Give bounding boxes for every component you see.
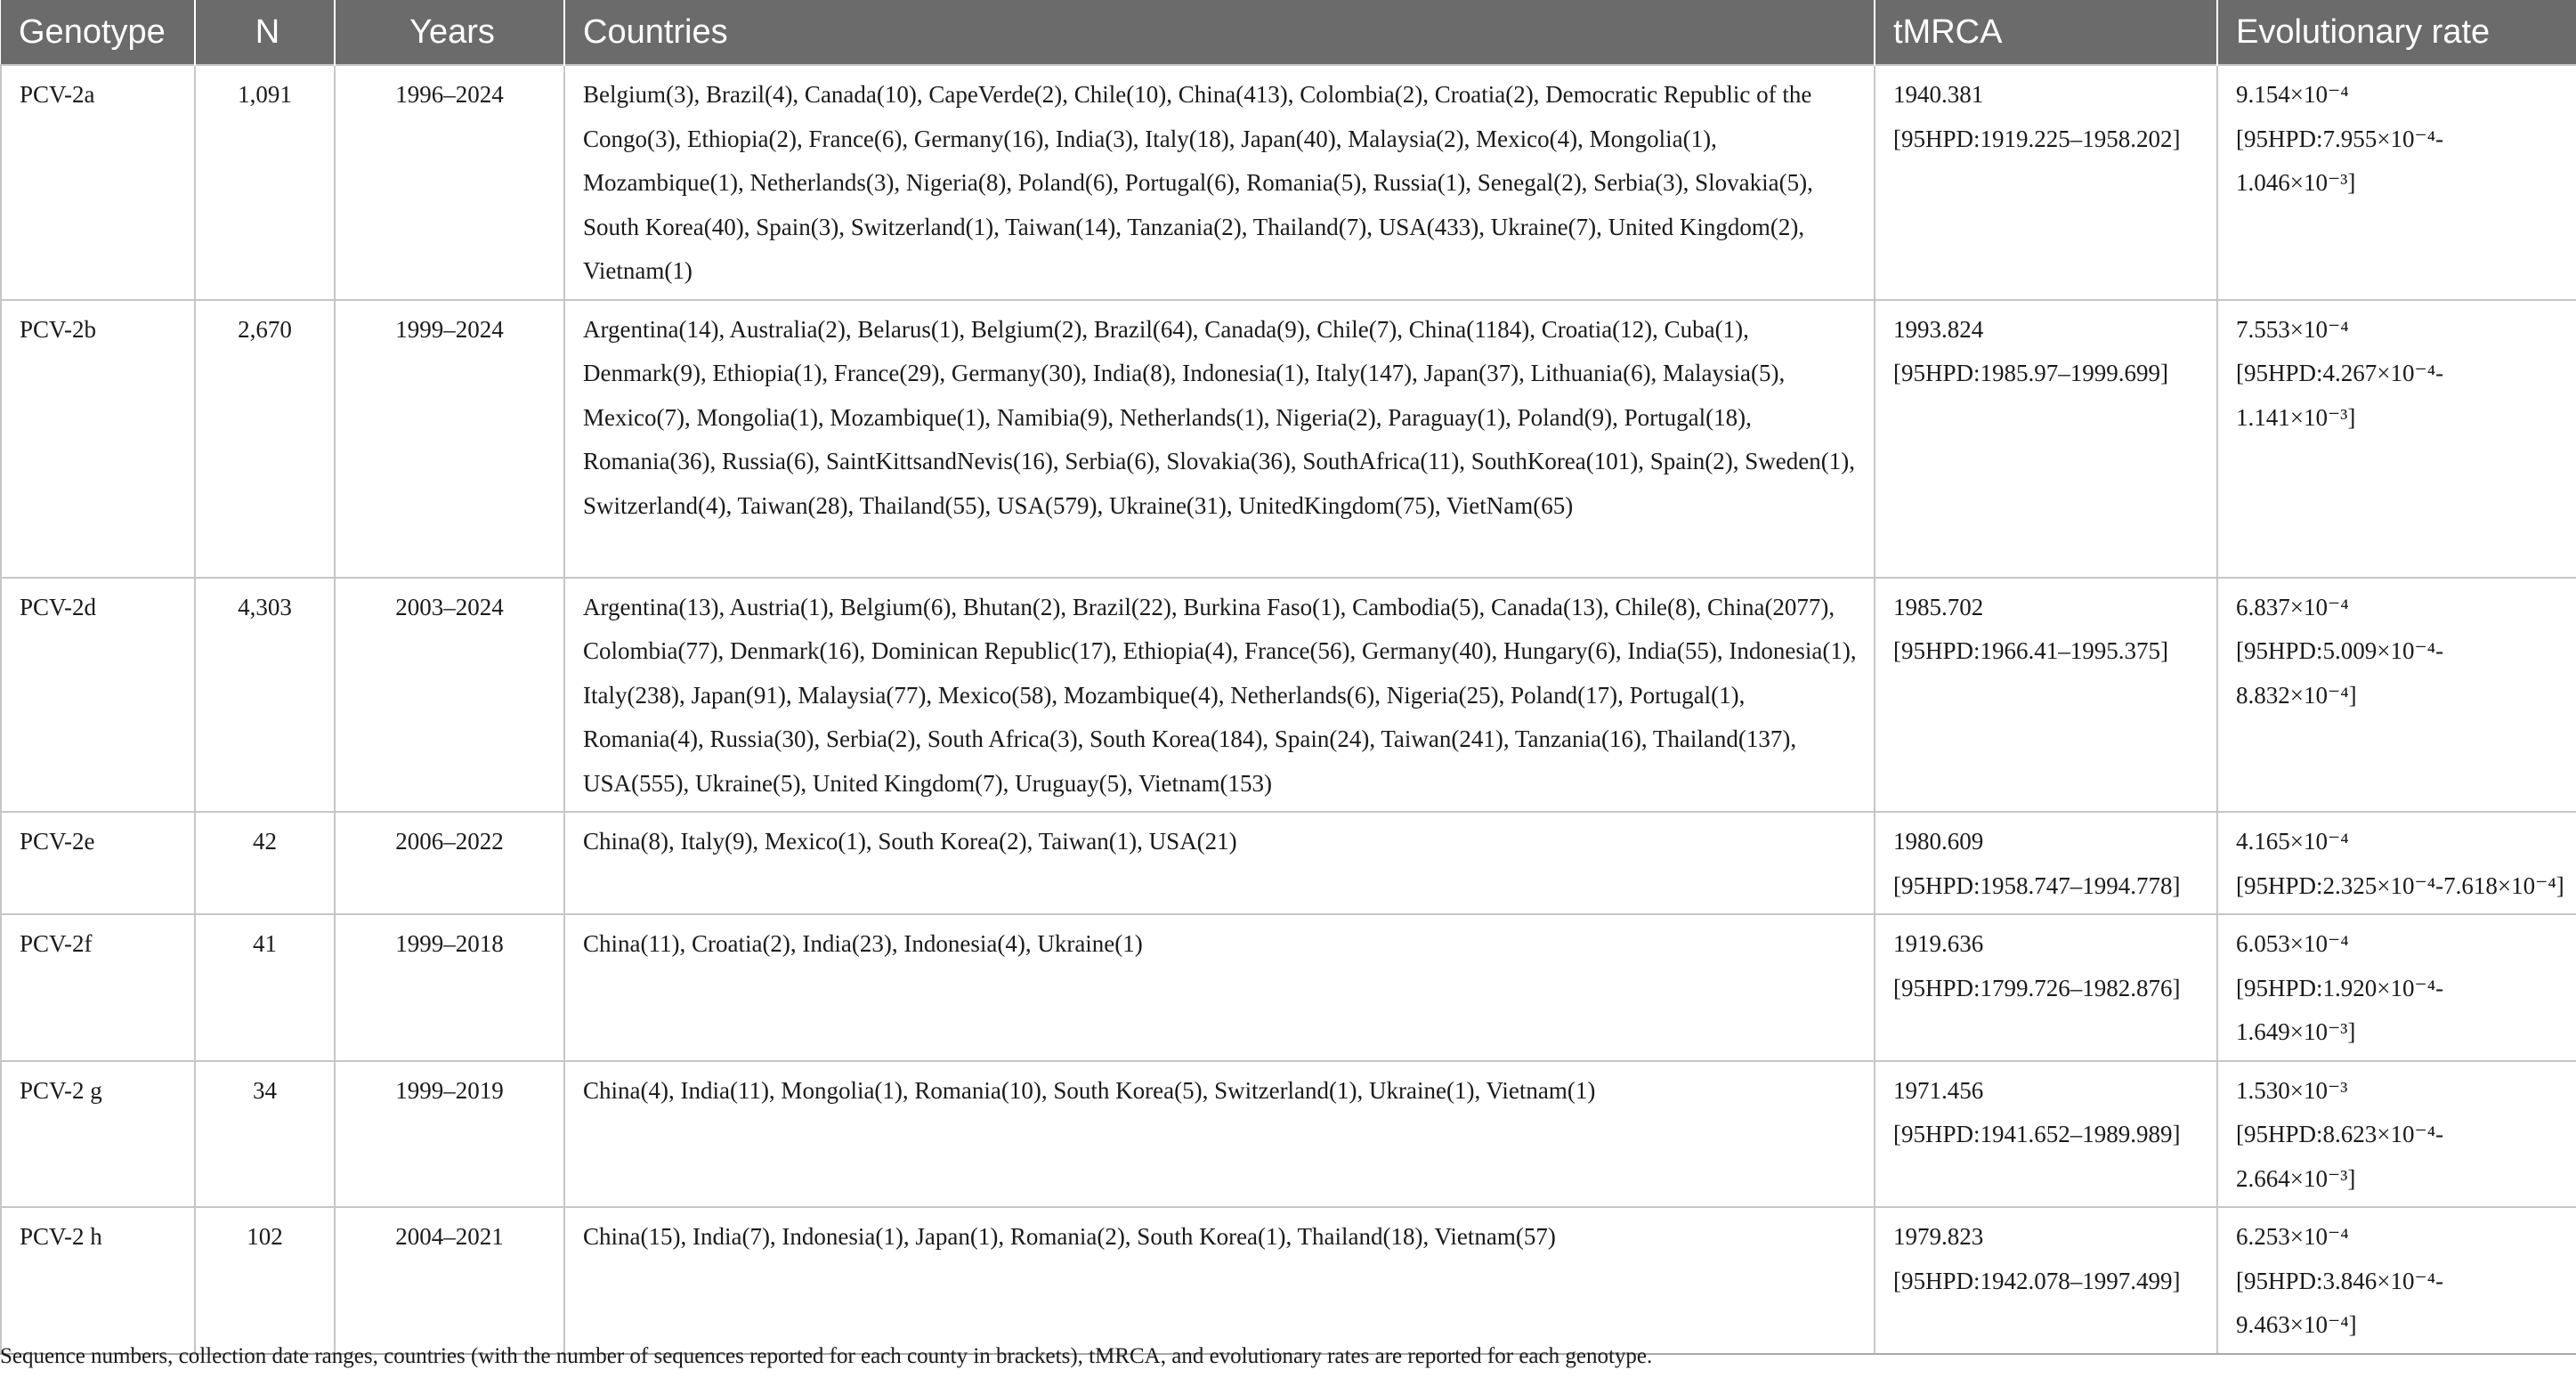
- cell-n: 42: [195, 812, 335, 914]
- cell-tmrca: [1875, 1061, 2217, 1208]
- rate-hpd-end: 1.649×10⁻³]: [2236, 1018, 2356, 1045]
- rate-hpd-start: [95HPD:4.267×10⁻⁴-: [2236, 360, 2444, 386]
- cell-n: 102: [195, 1207, 335, 1354]
- cell-years: 2006–2022: [335, 812, 564, 914]
- cell-genotype: PCV-2a: [1, 65, 195, 300]
- table-row: [1, 1061, 2576, 1208]
- cell-years: 1999–2019: [335, 1061, 564, 1208]
- cell-years: 1999–2018: [335, 914, 564, 1061]
- cell-genotype: PCV-2 g: [1, 1061, 195, 1208]
- rate-hpd-end: 9.463×10⁻⁴]: [2236, 1311, 2357, 1338]
- table-row: [1, 300, 2576, 578]
- cell-countries: Argentina(14), Australia(2), Belarus(1), Belgium(2), Brazil(64), Canada(9), Chile(7), China(1184), Croatia(12), Cuba(1), Denmark(9), Ethiopia(1), France(29), Germany(30), India(8), Indonesia(1), Italy(147), Japan(37), Lithuania(6), Malaysia(5), Mexico(7), Mongolia(1), Mozambique(1), Namibia(9), Netherlands(1), Nigeria(2), Paraguay(1), Poland(9), Portugal(18), Romania(36), Russia(6), SaintKittsandNevis(16), Serbia(6), Slovakia(36), SouthAfrica(11), SouthKorea(101), Spain(2), Sweden(1), Switzerland(4), Taiwan(28), Thailand(55), USA(579), Ukraine(31), UnitedKingdom(75), VietNam(65): [564, 300, 1875, 578]
- tmrca-hpd: [95HPD:1941.652–1989.989]: [1893, 1121, 2181, 1147]
- cell-evolutionary-rate: [2217, 1207, 2576, 1354]
- cell-countries: China(11), Croatia(2), India(23), Indonesia(4), Ukraine(1): [564, 914, 1875, 1061]
- cell-genotype: PCV-2 h: [1, 1207, 195, 1354]
- table-row: [1, 914, 2576, 1061]
- tmrca-hpd: [95HPD:1958.747–1994.778]: [1893, 871, 2181, 899]
- rate-hpd-end: 1.141×10⁻³]: [2236, 403, 2356, 431]
- rate-value: 4.165×10⁻⁴: [2236, 828, 2349, 855]
- cell-years: 1999–2024: [335, 300, 564, 578]
- table-header-row: [1, 0, 2576, 65]
- header-tmrca: tMRCA: [1875, 0, 2217, 65]
- cell-countries: China(4), India(11), Mongolia(1), Romania(10), South Korea(5), Switzerland(1), Ukraine(1), Vietnam(1): [564, 1061, 1875, 1208]
- cell-countries: China(15), India(7), Indonesia(1), Japan(1), Romania(2), South Korea(1), Thailand(18), Vietnam(57): [564, 1207, 1875, 1354]
- rate-value: 6.253×10⁻⁴: [2236, 1223, 2349, 1250]
- table-row: [1, 578, 2576, 813]
- rate-value: 9.154×10⁻⁴: [2236, 81, 2349, 108]
- cell-countries: Argentina(13), Austria(1), Belgium(6), Bhutan(2), Brazil(22), Burkina Faso(1), Cambodia(5), Canada(13), Chile(8), China(2077), Colombia(77), Denmark(16), Dominican Republic(17), Ethiopia(4), France(56), Germany(40), Hungary(6), India(55), Indonesia(1), Italy(238), Japan(91), Malaysia(77), Mexico(58), Mozambique(4), Netherlands(6), Nigeria(25), Poland(17), Portugal(1), Romania(4), Russia(30), Serbia(2), South Africa(3), South Korea(184), Spain(24), Taiwan(241), Tanzania(16), Thailand(137), USA(555), Ukraine(5), United Kingdom(7), Uruguay(5), Vietnam(153): [564, 578, 1875, 813]
- tmrca-value: 1985.702: [1893, 593, 1984, 620]
- header-countries: Countries: [564, 0, 1875, 65]
- cell-tmrca: [1875, 300, 2217, 578]
- cell-countries: Belgium(3), Brazil(4), Canada(10), CapeVerde(2), Chile(10), China(413), Colombia(2), Croatia(2), Democratic Republic of the Congo(3), Ethiopia(2), France(6), Germany(16), India(3), Italy(18), Japan(40), Malaysia(2), Mexico(4), Mongolia(1), Mozambique(1), Netherlands(3), Nigeria(8), Poland(6), Portugal(6), Romania(5), Russia(1), Senegal(2), Serbia(3), Slovakia(5), South Korea(40), Spain(3), Switzerland(1), Taiwan(14), Tanzania(2), Thailand(7), USA(433), Ukraine(7), United Kingdom(2), Vietnam(1): [564, 65, 1875, 300]
- rate-hpd-end: 8.832×10⁻⁴]: [2236, 681, 2357, 709]
- cell-tmrca: [1875, 65, 2217, 300]
- cell-evolutionary-rate: [2217, 1061, 2576, 1208]
- cell-tmrca: [1875, 914, 2217, 1061]
- rate-hpd-start: [95HPD:1.920×10⁻⁴-: [2236, 974, 2444, 1001]
- tmrca-value: 1980.609: [1893, 828, 1984, 855]
- cell-genotype: PCV-2b: [1, 300, 195, 578]
- cell-n: 41: [195, 914, 335, 1061]
- tmrca-hpd: [95HPD:1985.97–1999.699]: [1893, 360, 2168, 386]
- rate-hpd-start: [95HPD:2.325×10⁻⁴-7.618×10⁻⁴]: [2236, 871, 2564, 899]
- table-row: [1, 812, 2576, 914]
- rate-value: 1.530×10⁻³: [2236, 1076, 2348, 1104]
- header-genotype: Genotype: [1, 0, 195, 65]
- rate-value: 7.553×10⁻⁴: [2236, 315, 2349, 343]
- tmrca-hpd: [95HPD:1942.078–1997.499]: [1893, 1267, 2181, 1294]
- cell-genotype: PCV-2e: [1, 812, 195, 914]
- rate-hpd-end: 1.046×10⁻³]: [2236, 169, 2356, 196]
- table-row: [1, 1207, 2576, 1354]
- tmrca-value: 1993.824: [1893, 315, 1984, 343]
- cell-evolutionary-rate: [2217, 300, 2576, 578]
- cell-countries: China(8), Italy(9), Mexico(1), South Korea(2), Taiwan(1), USA(21): [564, 812, 1875, 914]
- cell-n: 4,303: [195, 578, 335, 813]
- cell-years: 2004–2021: [335, 1207, 564, 1354]
- tmrca-hpd: [95HPD:1919.225–1958.202]: [1893, 125, 2181, 152]
- rate-value: 6.837×10⁻⁴: [2236, 593, 2349, 620]
- cell-n: 2,670: [195, 300, 335, 578]
- header-n: N: [195, 0, 335, 65]
- rate-hpd-end: 2.664×10⁻³]: [2236, 1164, 2356, 1192]
- cell-n: 1,091: [195, 65, 335, 300]
- rate-hpd-start: [95HPD:7.955×10⁻⁴-: [2236, 125, 2444, 152]
- rate-hpd-start: [95HPD:8.623×10⁻⁴-: [2236, 1121, 2444, 1147]
- cell-evolutionary-rate: [2217, 812, 2576, 914]
- cell-years: 2003–2024: [335, 578, 564, 813]
- cell-evolutionary-rate: [2217, 578, 2576, 813]
- tmrca-value: 1919.636: [1893, 930, 1984, 957]
- tmrca-hpd: [95HPD:1799.726–1982.876]: [1893, 974, 2181, 1001]
- cell-tmrca: [1875, 812, 2217, 914]
- cell-evolutionary-rate: [2217, 65, 2576, 300]
- cell-tmrca: [1875, 578, 2217, 813]
- cell-genotype: PCV-2d: [1, 578, 195, 813]
- rate-value: 6.053×10⁻⁴: [2236, 930, 2349, 957]
- cell-n: 34: [195, 1061, 335, 1208]
- rate-hpd-start: [95HPD:5.009×10⁻⁴-: [2236, 637, 2444, 664]
- cell-tmrca: [1875, 1207, 2217, 1354]
- tmrca-value: 1971.456: [1893, 1076, 1984, 1104]
- tmrca-hpd: [95HPD:1966.41–1995.375]: [1893, 637, 2168, 664]
- cell-evolutionary-rate: [2217, 914, 2576, 1061]
- tmrca-value: 1979.823: [1893, 1223, 1984, 1250]
- table-footnote: Sequence numbers, collection date ranges, countries (with the number of sequences reported for each county in brackets), tMRCA, and evolutionary rates are reported for each genotype.: [0, 1344, 1653, 1368]
- header-years: Years: [335, 0, 564, 65]
- cell-years: 1996–2024: [335, 65, 564, 300]
- cell-genotype: PCV-2f: [1, 914, 195, 1061]
- table-row: [1, 65, 2576, 300]
- header-evolutionary-rate: Evolutionary rate: [2217, 0, 2576, 65]
- rate-hpd-start: [95HPD:3.846×10⁻⁴-: [2236, 1267, 2444, 1294]
- tmrca-value: 1940.381: [1893, 81, 1984, 108]
